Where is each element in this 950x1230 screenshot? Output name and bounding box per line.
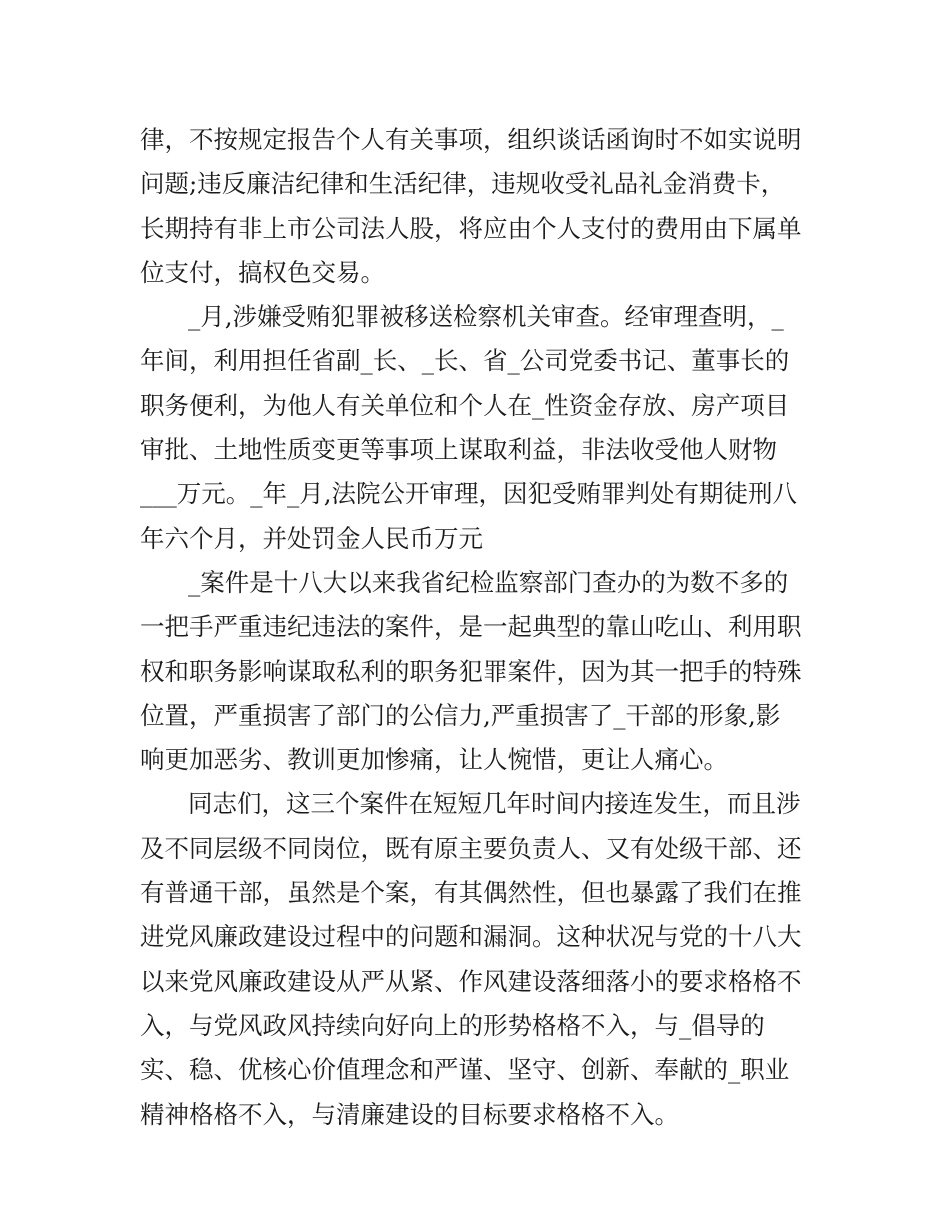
text-line: 权和职务影响谋取私利的职务犯罪案件，因为其一把手的特殊 <box>140 656 802 686</box>
text-line: 精神格格不入，与清廉建设的目标要求格格不入。 <box>140 1099 679 1129</box>
text-line: ___万元。_年_月,法院公开审理，因犯受贿罪判处有期徒刑八 <box>140 479 798 509</box>
text-line: 年间，利用担任省副_长、_长、省_公司党委书记、董事长的 <box>140 346 790 376</box>
text-line: 位支付，搞权色交易。 <box>140 257 385 287</box>
text-line: 进党风廉政建设过程中的问题和漏洞。这种状况与党的十八大 <box>140 922 802 952</box>
text-line: 实、稳、优核心价值理念和严谨、坚守、创新、奉献的_职业 <box>140 1055 790 1085</box>
text-line: 响更加恶劣、教训更加惨痛，让人惋惜，更让人痛心。 <box>140 745 728 775</box>
text-line: 及不同层级不同岗位，既有原主要负责人、又有处级干部、还 <box>140 833 802 863</box>
text-line: 入，与党风政风持续向好向上的形势格格不入，与_倡导的 <box>140 1010 765 1040</box>
paragraph-first-line: _月,涉嫌受贿犯罪被移送检察机关审查。经审理查明，_ <box>188 302 784 332</box>
paragraph-first-line: _案件是十八大以来我省纪检监察部门查办的为数不多的 <box>188 567 789 597</box>
text-line: 审批、土地性质变更等事项上谋取利益，非法收受他人财物 <box>140 435 777 465</box>
paragraph-first-line: 同志们，这三个案件在短短几年时间内接连发生，而且涉 <box>188 789 801 819</box>
text-line: 问题;违反廉洁纪律和生活纪律，违规收受礼品礼金消费卡， <box>140 169 786 199</box>
text-line: 长期持有非上市公司法人股，将应由个人支付的费用由下属单 <box>140 213 802 243</box>
document-body <box>140 118 820 1137</box>
text-line: 一把手严重违纪违法的案件，是一起典型的靠山吃山、利用职 <box>140 612 802 642</box>
text-line: 律，不按规定报告个人有关事项，组织谈话函询时不如实说明 <box>140 125 802 154</box>
text-line: 年六个月，并处罚金人民币万元 <box>140 523 483 553</box>
text-line: 职务便利，为他人有关单位和个人在_性资金存放、房产项目 <box>140 390 790 420</box>
text-line: 以来党风廉政建设从严从紧、作风建设落细落小的要求格格不 <box>140 966 802 996</box>
text-line: 有普通干部，虽然是个案，有其偶然性，但也暴露了我们在推 <box>140 878 802 908</box>
text-line: 位置，严重损害了部门的公信力,严重损害了_干部的形象,影 <box>140 700 781 730</box>
